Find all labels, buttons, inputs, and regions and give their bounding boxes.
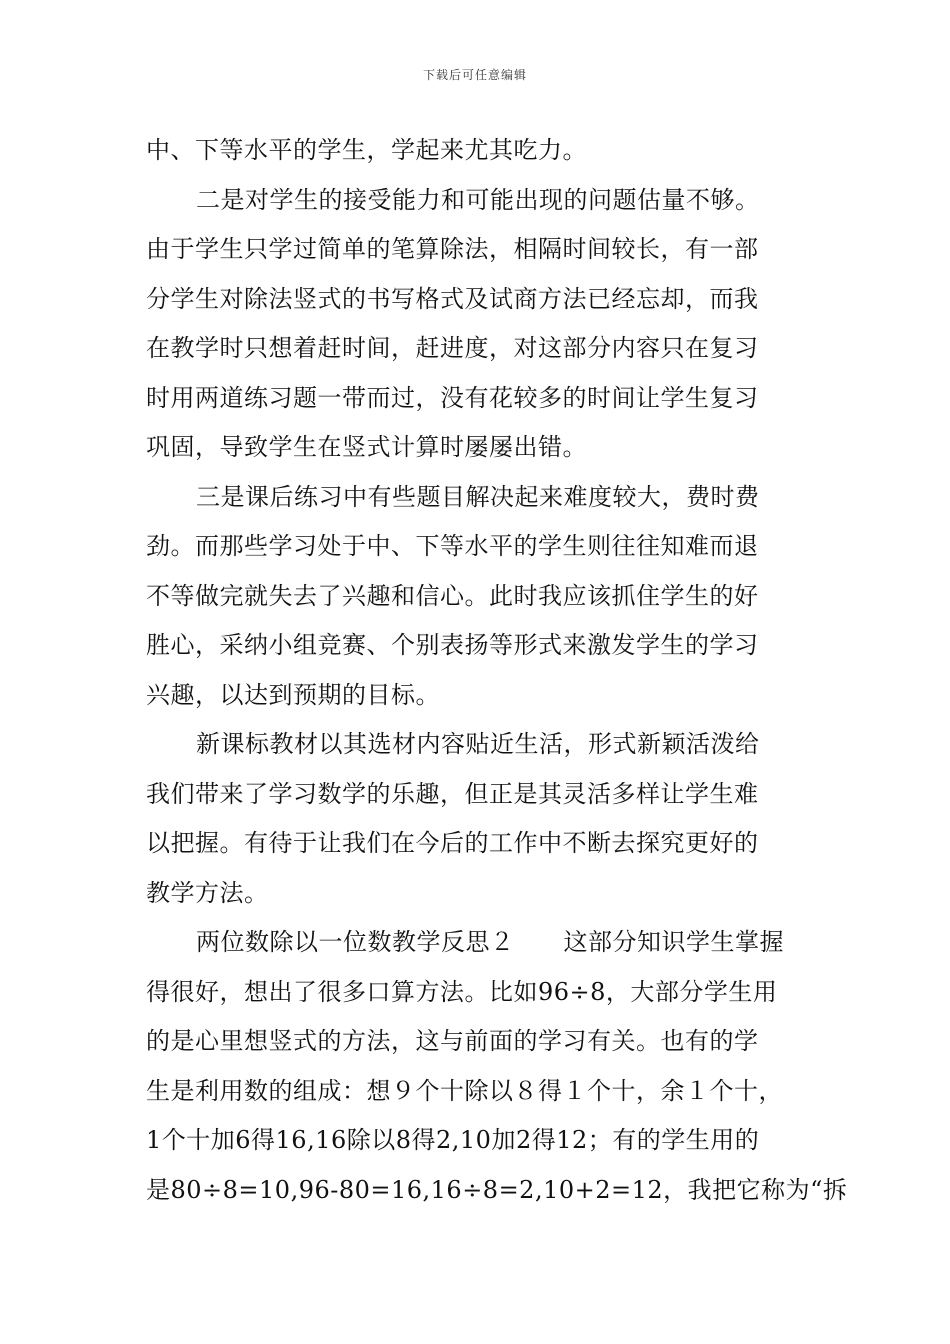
text-line: 中、下等水平的学生，学起来尤其吃力。 xyxy=(146,136,587,164)
text-line: 劲。而那些学习处于中、下等水平的学生则往往知难而退 xyxy=(146,532,759,560)
text-line: 三是课后练习中有些题目解决起来难度较大，费时费 xyxy=(196,482,760,511)
text-line: 巩固，导致学生在竖式计算时屡屡出错。 xyxy=(146,433,587,461)
text-line: 1个十加6得16,16除以8得2,10加2得12；有的学生用的 xyxy=(146,1126,760,1154)
text-line: 新课标教材以其选材内容贴近生活，形式新颖活泼给 xyxy=(196,730,760,758)
text-line: 在教学时只想着赶时间，赶进度，对这部分内容只在复习 xyxy=(146,334,759,362)
text-line: 二是对学生的接受能力和可能出现的问题估量不够。 xyxy=(196,185,760,214)
text-line: 是80÷8=10,96-80=16,16÷8=2,10+2=12，我把它称为“拆 xyxy=(146,1175,848,1204)
text-line: 得很好，想出了很多口算方法。比如96÷8，大部分学生用 xyxy=(146,977,778,1006)
page-header: 下载后可任意编辑 xyxy=(422,68,527,82)
text-line: 我们带来了学习数学的乐趣，但正是其灵活多样让学生难 xyxy=(146,779,759,808)
document-body xyxy=(146,126,848,1215)
text-line: 生是利用数的组成：想９个十除以８得１个十，余１个十， xyxy=(146,1076,783,1105)
text-line: 的是心里想竖式的方法，这与前面的学习有关。也有的学 xyxy=(146,1027,759,1055)
text-line: 由于学生只学过简单的笔算除法，相隔时间较长，有一部 xyxy=(146,235,759,263)
text-line: 分学生对除法竖式的书写格式及试商方法已经忘却，而我 xyxy=(146,284,759,313)
text-line: 兴趣，以达到预期的目标。 xyxy=(146,680,440,709)
text-line: 胜心，采纳小组竞赛、个别表扬等形式来激发学生的学习 xyxy=(146,631,759,659)
text-line: 两位数除以一位数教学反思２ 这部分知识学生掌握 xyxy=(196,928,784,956)
text-line: 不等做完就失去了兴趣和信心。此时我应该抓住学生的好 xyxy=(146,581,759,610)
text-line: 以把握。有待于让我们在今后的工作中不断去探究更好的 xyxy=(146,829,759,857)
text-line: 教学方法。 xyxy=(146,878,269,907)
text-line: 时用两道练习题一带而过，没有花较多的时间让学生复习 xyxy=(146,383,759,412)
